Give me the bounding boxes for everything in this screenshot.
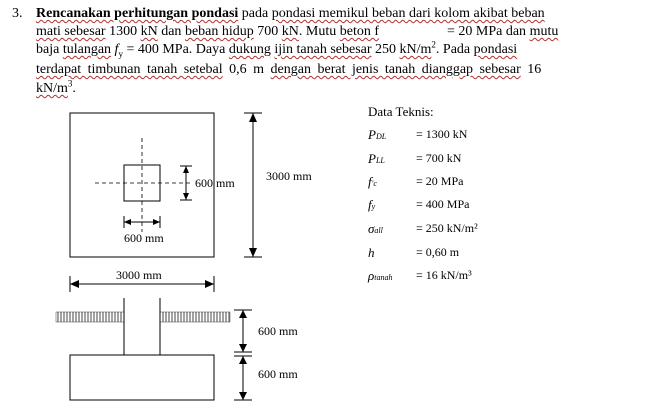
text-segment: 250 [371, 42, 400, 57]
text-segment: Rencanakan perhitungan pondasi [36, 6, 239, 21]
dim-column-width-label: 600 mm [124, 231, 164, 245]
text-segment: ijin tanah sebesar [274, 42, 372, 57]
text-segment: f [111, 42, 119, 57]
problem-statement [0, 0, 664, 100]
dim-column-height-label: 600 mm [195, 176, 235, 190]
tech-row-h [360, 245, 660, 265]
tech-symbol: PLL [368, 151, 385, 166]
tech-symbol: σall [368, 221, 383, 236]
tech-symbol: PDL [368, 127, 387, 142]
dim-soil-depth-label: 600 mm [258, 324, 298, 338]
dim-footing-thickness-label: 600 mm [258, 367, 298, 381]
text-segment: = 20 MPa dan [447, 24, 530, 39]
tech-value: = 16 kN/m³ [416, 268, 472, 282]
tech-value: = 1300 kN [416, 127, 468, 141]
text-segment: mutu [529, 24, 559, 39]
text-segment: 2 [431, 39, 436, 50]
tech-symbol: ρtanah [368, 268, 393, 283]
text-segment: . Mutu [298, 24, 340, 39]
tech-row-fc [360, 174, 660, 194]
text-segment: tulangan [62, 42, 112, 57]
tech-symbol: h [368, 245, 375, 260]
technical-data-title: Data Teknis: [368, 104, 434, 119]
text-segment: 3 [67, 78, 73, 89]
tech-symbol: f'c [368, 174, 377, 189]
dim-plan-height [244, 113, 262, 257]
soil-fill-right [160, 312, 230, 322]
footing-section [70, 355, 214, 400]
text-segment: kN/m [36, 81, 68, 96]
tech-row-pdl [360, 127, 660, 147]
tech-value: = 250 kN/m² [416, 221, 478, 235]
tech-row-pll [360, 151, 660, 171]
text-segment: kN [281, 24, 299, 39]
problem-number: 3. [12, 6, 23, 21]
tech-value: = 400 MPa [416, 197, 470, 211]
text-segment: mati sebesar [36, 24, 106, 39]
tech-value: = 20 MPa [416, 174, 464, 188]
tech-row-sigma [360, 221, 660, 241]
text-segment: kN/m [399, 42, 432, 57]
text-segment: baja [36, 42, 63, 57]
section-view [56, 298, 298, 400]
dim-plan-width-label: 3000 mm [116, 268, 162, 282]
tech-value: = 700 kN [416, 151, 462, 165]
tech-row-rho [360, 268, 660, 288]
dim-footing-thickness [234, 356, 252, 400]
text-segment: terdapat timbunan tanah setebal [36, 62, 223, 77]
tech-value: = 0,60 m [416, 245, 460, 259]
problem-line-3 [36, 41, 517, 58]
text-segment: beban hidup [184, 24, 254, 39]
text-segment: 16 [520, 62, 542, 77]
text-segment: y [118, 48, 123, 59]
text-segment: . Pada [435, 42, 474, 57]
dim-plan-height-label: 3000 mm [266, 169, 312, 183]
text-segment: pondasi memikul beban dari kolom akibat beban [271, 6, 545, 21]
technical-data [360, 104, 660, 294]
text-segment: pondasi [473, 42, 518, 57]
text-segment: . [72, 81, 76, 96]
text-segment: kN [140, 24, 158, 39]
plan-view [70, 113, 312, 292]
text-segment: dan [157, 24, 185, 39]
text-segment: beton f [339, 24, 379, 39]
text-segment: 700 [253, 24, 282, 39]
text-segment: 1300 [105, 24, 141, 39]
soil-fill-left [56, 312, 124, 322]
dim-soil-depth [234, 310, 252, 352]
text-segment: dukung [228, 42, 271, 57]
text-segment: = 400 MPa. Daya [122, 42, 229, 57]
problem-line-4 [36, 61, 541, 78]
tech-symbol: fy [368, 197, 376, 212]
text-segment: pada [238, 6, 272, 21]
problem-line-2 [36, 23, 558, 40]
text-segment: dengan berat jenis tanah dianggap sebesar [270, 62, 521, 77]
problem-line-1 [36, 5, 545, 22]
text-segment: 0,6 m [222, 62, 271, 77]
tech-row-fy [360, 197, 660, 217]
